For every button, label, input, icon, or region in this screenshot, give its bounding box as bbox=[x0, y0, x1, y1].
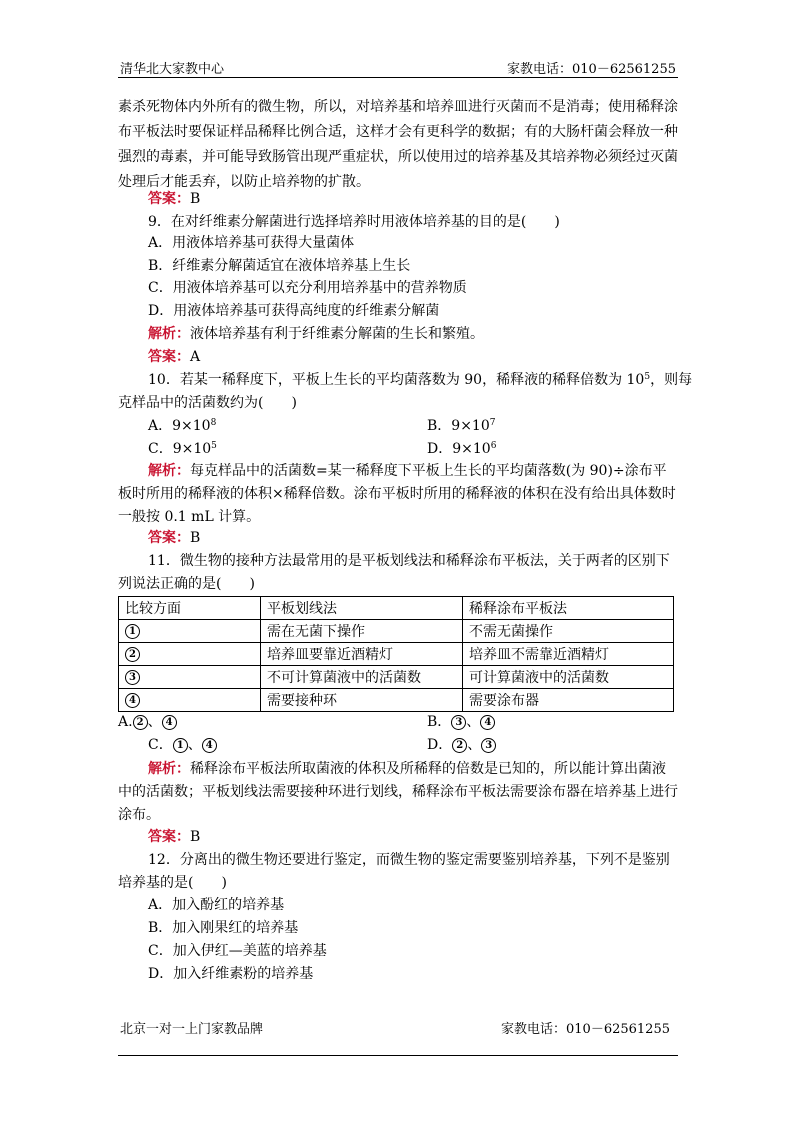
table-cell bbox=[119, 643, 261, 666]
separator: 、 bbox=[147, 714, 162, 730]
circled-number: 4 bbox=[125, 693, 140, 708]
header-rule bbox=[118, 77, 678, 78]
analysis-label: 解析： bbox=[148, 326, 190, 342]
q9-analysis bbox=[148, 324, 484, 344]
option-text: B．9×10 bbox=[427, 418, 490, 434]
circled-number: 3 bbox=[481, 738, 496, 753]
footer-left: 北京一对一上门家教品牌 bbox=[120, 1022, 264, 1037]
q11-option-d bbox=[427, 735, 496, 755]
q10-answer bbox=[148, 528, 200, 548]
circled-number: 4 bbox=[480, 715, 495, 730]
q10-stem bbox=[148, 370, 692, 390]
q9-option-d: D．用液体培养基可获得高纯度的纤维素分解菌 bbox=[148, 303, 440, 319]
intro-paragraph: 素杀死物体内外所有的微生物，所以，对培养基和培养皿进行灭菌而不是消毒；使用稀释涂布平板法时要保证样品稀释比例合适，这样才会有更科学的数据；有的大肠杆菌会释放一种强烈的毒素，并可能导致肠管出现严重症状，所以使用过的培养基及其培养物必须经过灭菌处理后才能丢弃，以防止培养物的扩散。 bbox=[118, 99, 678, 190]
option-text: D．9×10 bbox=[427, 441, 491, 457]
q9-answer bbox=[148, 347, 200, 367]
table-cell: 培养皿不需靠近酒精灯 bbox=[463, 643, 674, 666]
circled-number: 3 bbox=[125, 670, 140, 685]
q11-analysis-text: 稀释涂布平板法所取菌液的体积及所稀释的倍数是已知的，所以能计算出菌液中的活菌数；平板划线法需要接种环进行划线，稀释涂布平板法需要涂布器在培养基上进行涂布。 bbox=[118, 761, 678, 823]
q11-option-b bbox=[427, 712, 495, 732]
option-prefix: A. bbox=[118, 714, 133, 730]
option-exponent: 8 bbox=[210, 418, 217, 428]
q10-option-d bbox=[427, 439, 496, 459]
q10-stem-part: 10．若某一稀释度下，平板上生长的平均菌落数为 90，稀释液的稀释倍数为 10 bbox=[148, 372, 645, 388]
q9-analysis-text: 液体培养基有利于纤维素分解菌的生长和繁殖。 bbox=[190, 326, 484, 342]
circled-number: 3 bbox=[451, 715, 466, 730]
table-cell: 需在无菌下操作 bbox=[261, 620, 463, 643]
analysis-label: 解析： bbox=[148, 761, 190, 777]
option-exponent: 7 bbox=[489, 418, 496, 428]
q11-answer bbox=[148, 827, 200, 847]
option-prefix: C． bbox=[148, 737, 173, 753]
table-cell: 可计算菌液中的活菌数 bbox=[463, 666, 674, 689]
circled-number: 2 bbox=[452, 738, 467, 753]
table-cell: 培养皿要靠近酒精灯 bbox=[261, 643, 463, 666]
circled-number: 4 bbox=[162, 715, 177, 730]
answer-value: B bbox=[190, 191, 201, 207]
answer-8 bbox=[148, 189, 200, 209]
separator: 、 bbox=[187, 737, 202, 753]
circled-number: 1 bbox=[173, 738, 188, 753]
circled-number: 4 bbox=[202, 738, 217, 753]
q12-option-d: D．加入纤维素粉的培养基 bbox=[148, 966, 314, 982]
q10-stem-part: ，则每 bbox=[650, 372, 693, 388]
separator: 、 bbox=[467, 737, 482, 753]
analysis-label: 解析： bbox=[148, 463, 190, 479]
table-header: 平板划线法 bbox=[261, 597, 463, 620]
header-right: 家教电话：010－62561255 bbox=[507, 62, 676, 77]
option-exponent: 6 bbox=[490, 441, 497, 451]
q11-option-a bbox=[118, 712, 177, 732]
q11-option-c bbox=[148, 735, 217, 755]
circled-number: 1 bbox=[125, 624, 140, 639]
table-cell bbox=[119, 666, 261, 689]
answer-label: 答案： bbox=[148, 191, 190, 207]
q10-analysis-text: 每克样品中的活菌数=某一稀释度下平板上生长的平均菌落数(为 90)÷涂布平板时所用的稀释液的体积×稀释倍数。涂布平板时所用的稀释液的体积在没有给出具体数时一般按 0.1 mL 计算。 bbox=[118, 463, 676, 525]
option-text: C．9×10 bbox=[148, 441, 212, 457]
q9-option-b: B．纤维素分解菌适宜在液体培养基上生长 bbox=[148, 258, 411, 274]
table-row bbox=[119, 666, 674, 689]
table-header-row bbox=[119, 597, 674, 620]
q10-analysis bbox=[118, 460, 678, 529]
header-left: 清华北大家教中心 bbox=[120, 62, 225, 77]
table-cell bbox=[119, 620, 261, 643]
q10-option-c bbox=[148, 439, 217, 459]
q12-option-c: C．加入伊红—美蓝的培养基 bbox=[148, 943, 327, 959]
page-header bbox=[118, 58, 678, 76]
table-row bbox=[119, 689, 674, 712]
q11-analysis bbox=[118, 758, 678, 827]
table-cell: 不需无菌操作 bbox=[463, 620, 674, 643]
q11-stem: 11．微生物的接种方法最常用的是平板划线法和稀释涂布平板法，关于两者的区别下列说法正确的是( ) bbox=[118, 553, 670, 592]
table-row bbox=[119, 620, 674, 643]
circled-number: 2 bbox=[133, 715, 148, 730]
q9-option-c: C．用液体培养基可以充分利用培养基中的营养物质 bbox=[148, 280, 467, 296]
q12-option-b: B．加入刚果红的培养基 bbox=[148, 920, 299, 936]
answer-label: 答案： bbox=[148, 829, 190, 845]
q10-option-a bbox=[148, 416, 216, 436]
q10-stem-exponent: 5 bbox=[644, 372, 651, 382]
circled-number: 2 bbox=[125, 647, 140, 662]
answer-label: 答案： bbox=[148, 530, 190, 546]
table-cell bbox=[119, 689, 261, 712]
answer-value: B bbox=[190, 530, 201, 546]
q9-option-a: A．用液体培养基可获得大量菌体 bbox=[148, 235, 355, 251]
footer-right: 家教电话：010－62561255 bbox=[501, 1022, 670, 1037]
q10-stem-line2: 克样品中的活菌数约为( ) bbox=[118, 395, 297, 411]
table-cell: 需要涂布器 bbox=[463, 689, 674, 712]
answer-value: A bbox=[190, 349, 201, 365]
q9-stem: 9．在对纤维素分解菌进行选择培养时用液体培养基的目的是( ) bbox=[148, 214, 560, 230]
table-cell: 不可计算菌液中的活菌数 bbox=[261, 666, 463, 689]
option-text: A．9×10 bbox=[148, 418, 211, 434]
option-prefix: B． bbox=[427, 714, 452, 730]
comparison-table bbox=[118, 596, 674, 712]
table-row bbox=[119, 643, 674, 666]
table-header: 比较方面 bbox=[119, 597, 261, 620]
table-header: 稀释涂布平板法 bbox=[463, 597, 674, 620]
option-exponent: 5 bbox=[211, 441, 217, 451]
option-prefix: D． bbox=[427, 737, 453, 753]
answer-value: B bbox=[190, 829, 201, 845]
table-cell: 需要接种环 bbox=[261, 689, 463, 712]
q12-stem: 12．分离出的微生物还要进行鉴定，而微生物的鉴定需要鉴别培养基，下列不是鉴别培养基的是( ) bbox=[118, 852, 670, 891]
q12-option-a: A．加入酚红的培养基 bbox=[148, 897, 285, 913]
answer-label: 答案： bbox=[148, 349, 190, 365]
separator: 、 bbox=[466, 714, 481, 730]
q10-option-b bbox=[427, 416, 495, 436]
footer-rule bbox=[118, 1055, 678, 1056]
